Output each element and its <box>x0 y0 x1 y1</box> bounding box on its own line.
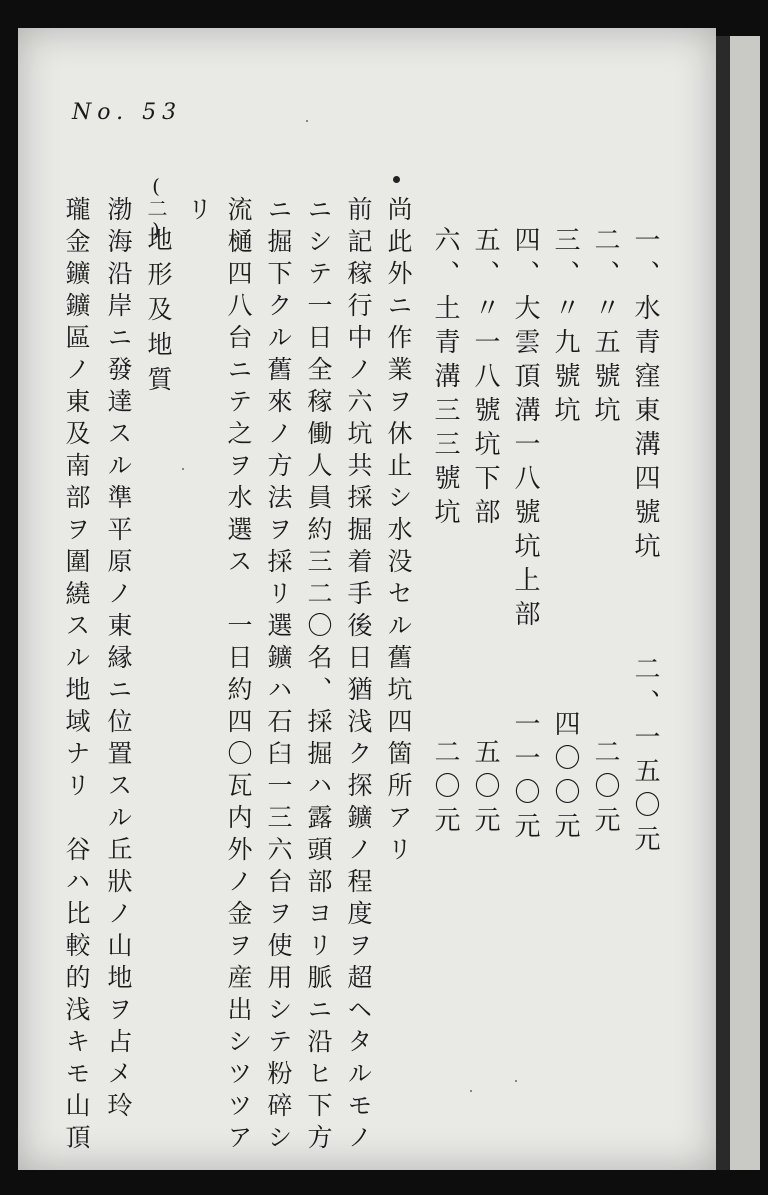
scan-speck <box>306 120 308 122</box>
text-line-3: ニシテ一日全稼働人員約三二〇名、採掘ハ露頭部ヨリ脈ニ沿ヒ下方 <box>304 196 333 1156</box>
text-line-8: 瓏金鑛鑛區ノ東及南部ヲ圍繞スル地域ナリ 谷ハ比較的浅キモ山頂 <box>62 196 91 1156</box>
item-4: 四、大雲頂溝一八號坑上部 <box>510 226 540 634</box>
amount-2: 二〇元 <box>590 738 620 840</box>
book-spine <box>716 36 730 1170</box>
section-number: (二) <box>144 174 168 242</box>
text-line-6: リ <box>184 196 213 229</box>
item-6: 六、土青溝三三號坑 <box>430 226 460 532</box>
page-number: No. 53 <box>72 100 183 125</box>
text-line-7: 渤海沿岸ニ發達スル準平原ノ東縁ニ位置スル丘狀ノ山地ヲ占メ玲 <box>104 196 133 1124</box>
amount-3: 四〇〇元 <box>550 710 580 846</box>
section-title: 地形及地質 <box>144 226 173 401</box>
text-line-4: ニ掘下クル舊來ノ方法ヲ採リ選鑛ハ石臼一三六台ヲ使用シテ粉碎シ <box>264 196 293 1156</box>
amount-5: 五〇元 <box>470 738 500 840</box>
item-2: 二、〃五號坑 <box>590 226 620 430</box>
scan-speck <box>515 1080 517 1082</box>
scan-speck <box>470 1090 472 1092</box>
item-3: 三、〃九號坑 <box>550 226 580 430</box>
item-5: 五、〃一八號坑下部 <box>470 226 500 532</box>
amount-6: 二〇元 <box>430 738 460 840</box>
text-line-5: 流樋四八台ニテ之ヲ水選ス 一日約四〇瓦内外ノ金ヲ産出シツツア <box>224 196 253 1156</box>
text-line-1: 尚此外ニ作業ヲ休止シ水没セル舊坑四箇所アリ <box>384 196 413 868</box>
page-edge <box>730 36 760 1170</box>
amount-4: 一一〇元 <box>510 710 540 846</box>
bullet-dot <box>393 176 400 183</box>
scan-speck <box>182 468 184 470</box>
text-line-2: 前記稼行中ノ六坑共採掘着手後日猶浅ク探鑛ノ程度ヲ超ヘタルモノ <box>344 196 373 1156</box>
item-1: 一、水青窪東溝四號坑 <box>630 226 660 566</box>
amount-1: 二、一五〇元 <box>630 655 660 859</box>
